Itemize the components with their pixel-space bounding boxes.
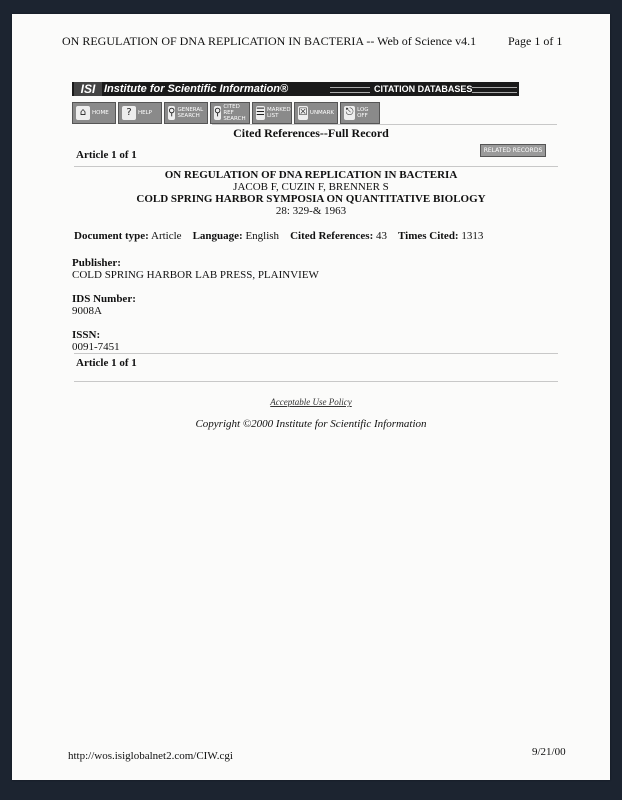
related-records-button[interactable]: RELATED RECORDS — [480, 144, 546, 157]
cited-ref-search-button[interactable] — [210, 102, 250, 124]
issn-label: ISSN: — [72, 329, 101, 341]
marked-list-label: MARKED LIST — [266, 107, 291, 119]
log-off-button[interactable] — [340, 102, 380, 124]
search-icon: ⚲ — [214, 107, 222, 118]
search-icon: ⚲ — [168, 107, 176, 118]
language-label: Language: — [192, 230, 243, 242]
log-off-label: LOG OFF — [357, 107, 369, 119]
divider — [74, 381, 558, 382]
print-header-page: Page 1 of 1 — [508, 34, 563, 48]
logoff-icon: ⎋ — [345, 107, 354, 118]
publisher-value: COLD SPRING HARBOR LAB PRESS, PLAINVIEW — [72, 269, 319, 281]
isi-banner — [72, 82, 519, 96]
acceptable-use-policy-link[interactable]: Acceptable Use Policy — [270, 397, 352, 407]
isi-name: Institute for Scientific Information® — [104, 83, 289, 95]
printed-page — [12, 14, 610, 780]
home-icon: ⌂ — [76, 106, 90, 120]
cited-ref-search-label: CITED REF SEARCH — [223, 104, 246, 122]
banner-stripes — [330, 87, 370, 93]
unmark-icon: ☒ — [298, 107, 308, 118]
ids-number-value: 9008A — [72, 305, 102, 317]
print-header-title: ON REGULATION OF DNA REPLICATION IN BACTERIA -- Web of Science v4.1 — [62, 34, 477, 48]
publisher-label: Publisher: — [72, 257, 121, 269]
list-icon: ☰ — [256, 107, 265, 118]
citation-databases-label: CITATION DATABASES — [374, 84, 473, 94]
copyright: Copyright ©2000 Institute for Scientific Information — [195, 418, 427, 430]
general-search-button[interactable] — [164, 102, 208, 124]
help-icon: ? — [122, 106, 136, 120]
record-authors: JACOB F, CUZIN F, BRENNER S — [233, 181, 389, 193]
help-button[interactable] — [118, 102, 162, 124]
divider — [74, 166, 558, 167]
home-button[interactable] — [72, 102, 116, 124]
isi-logo: ISI — [74, 82, 102, 96]
help-label: HELP — [138, 110, 152, 116]
divider — [212, 124, 557, 125]
toolbar — [72, 102, 380, 124]
times-cited-label: Times Cited: — [398, 230, 459, 242]
cited-references-label: Cited References: — [290, 230, 374, 242]
doc-type-label: Document type: — [74, 230, 149, 242]
record-meta — [74, 230, 483, 242]
record-title: ON REGULATION OF DNA REPLICATION IN BACTERIA — [164, 169, 458, 181]
record-citation: 28: 329-& 1963 — [275, 205, 347, 217]
cited-references-value: 43 — [376, 230, 387, 242]
doc-type-value: Article — [151, 230, 182, 242]
unmark-button[interactable] — [294, 102, 338, 124]
divider — [74, 353, 558, 354]
section-title: Cited References--Full Record — [233, 126, 389, 140]
marked-list-button[interactable] — [252, 102, 292, 124]
banner-stripes-right — [472, 87, 517, 93]
footer-date: 9/21/00 — [532, 746, 566, 758]
home-label: HOME — [92, 110, 109, 116]
issn-value: 0091-7451 — [72, 341, 120, 353]
footer-url: http://wos.isiglobalnet2.com/CIW.cgi — [68, 750, 233, 762]
ids-number-label: IDS Number: — [72, 293, 136, 305]
record-source: COLD SPRING HARBOR SYMPOSIA ON QUANTITATIVE BIOLOGY — [136, 193, 486, 205]
unmark-label: UNMARK — [309, 110, 334, 116]
article-nav-top: Article 1 of 1 — [76, 149, 137, 161]
times-cited-value: 1313 — [461, 230, 484, 242]
article-nav-bottom: Article 1 of 1 — [76, 357, 137, 369]
general-search-label: GENERAL SEARCH — [177, 107, 204, 119]
language-value: English — [245, 230, 280, 242]
